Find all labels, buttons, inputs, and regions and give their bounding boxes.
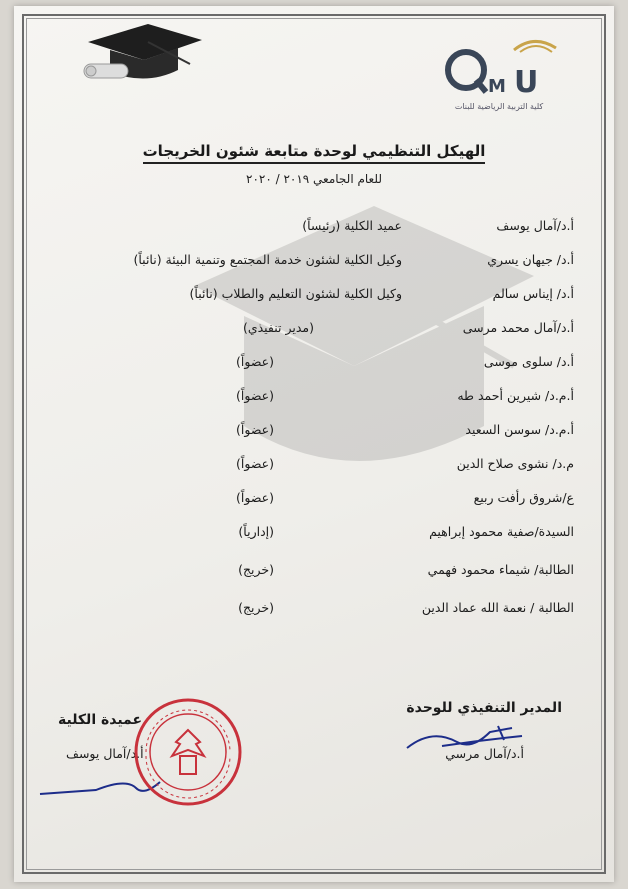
member-row bbox=[14, 252, 614, 274]
member-row bbox=[14, 422, 614, 444]
member-role: وكيل الكلية لشئون خدمة المجتمع وتنمية البيئة (نائباً) bbox=[133, 252, 402, 267]
member-row bbox=[14, 354, 614, 376]
member-row bbox=[14, 388, 614, 410]
member-role: (عضواً) bbox=[236, 490, 274, 505]
document-title: الهيكل التنظيمي لوحدة متابعة شئون الخريجات bbox=[14, 142, 614, 160]
member-row bbox=[14, 286, 614, 308]
member-role: عميد الكلية (رئيساً) bbox=[302, 218, 402, 233]
member-row bbox=[14, 218, 614, 240]
svg-text:M: M bbox=[488, 76, 506, 97]
dean-name: أ.د/آمال يوسف bbox=[66, 746, 144, 761]
member-name: الطالبة / نعمة الله عماد الدين bbox=[421, 600, 574, 615]
qmu-logo-icon bbox=[444, 30, 574, 110]
member-role: (خريج) bbox=[238, 600, 274, 615]
member-role: (عضواً) bbox=[236, 456, 274, 471]
member-role: (خريج) bbox=[238, 562, 274, 577]
member-name: أ.د/ إيناس سالم bbox=[492, 286, 574, 301]
member-name: أ.د/آمال محمد مرسى bbox=[462, 320, 574, 335]
document-page bbox=[14, 6, 614, 882]
academic-year: للعام الجامعي ٢٠١٩ / ٢٠٢٠ bbox=[246, 172, 382, 186]
executive-director-name: أ.د/آمال مرسي bbox=[445, 746, 524, 761]
member-name: ع/شروق رأفت ربيع bbox=[473, 490, 574, 505]
member-row bbox=[14, 320, 614, 342]
member-name: أ.د/ سلوى موسى bbox=[483, 354, 574, 369]
member-name: أ.م.د/ سوسن السعيد bbox=[465, 422, 574, 437]
member-name: أ.م.د/ شيرين أحمد طه bbox=[457, 388, 574, 403]
member-row bbox=[14, 490, 614, 512]
executive-director-title: المدير التنفيذي للوحدة bbox=[406, 700, 562, 716]
graduation-cap-logo-icon bbox=[78, 20, 208, 92]
member-row bbox=[14, 600, 614, 622]
logo-caption: كلية التربية الرياضية للبنات bbox=[454, 102, 544, 111]
member-role: (مدير تنفيذي) bbox=[242, 320, 314, 335]
member-row bbox=[14, 562, 614, 584]
dean-title: عميدة الكلية bbox=[58, 712, 143, 728]
member-name: م.د/ نشوى صلاح الدين bbox=[456, 456, 574, 471]
member-row bbox=[14, 456, 614, 478]
member-name: الطالبة/ شيماء محمود فهمي bbox=[427, 562, 574, 577]
svg-text:U: U bbox=[514, 65, 539, 100]
member-role: وكيل الكلية لشئون التعليم والطلاب (نائباً) bbox=[189, 286, 402, 301]
member-name: أ.د/آمال يوسف bbox=[496, 218, 574, 233]
member-name: أ.د/ جيهان يسري bbox=[487, 252, 574, 267]
member-role: (إدارياً) bbox=[238, 524, 274, 539]
member-row bbox=[14, 524, 614, 546]
member-name: السيدة/صفية محمود إبراهيم bbox=[429, 524, 574, 539]
member-role: (عضواً) bbox=[236, 388, 274, 403]
official-seal-icon bbox=[132, 696, 244, 808]
member-role: (عضواً) bbox=[236, 422, 274, 437]
member-role: (عضواً) bbox=[236, 354, 274, 369]
